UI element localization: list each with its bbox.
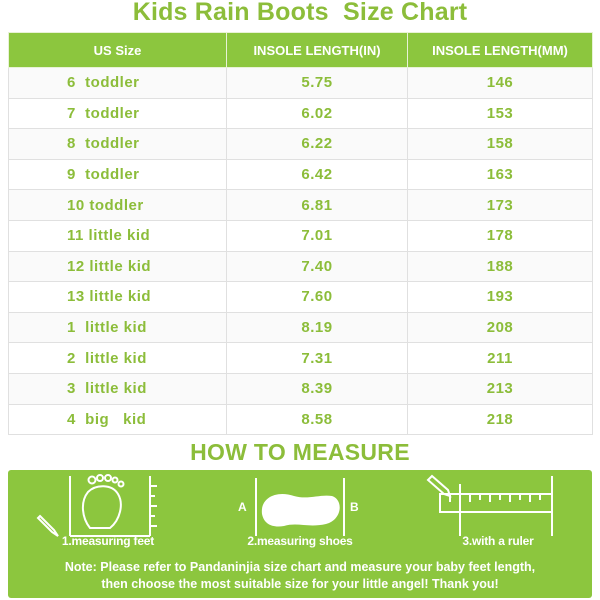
header-us-size: US Size (9, 33, 227, 68)
cell-mm: 211 (408, 343, 593, 374)
cell-size: 8 toddler (9, 129, 227, 160)
note-line-2: then choose the most suitable size for your little angel! Thank you! (101, 577, 499, 591)
foot-icon (70, 475, 157, 536)
cell-size: 10 toddler (9, 190, 227, 221)
cell-size: 11 little kid (9, 220, 227, 251)
cell-mm: 178 (408, 220, 593, 251)
step-with-a-ruler: 3.with a ruler (462, 534, 534, 548)
cell-in: 6.22 (227, 129, 408, 160)
table-row (9, 98, 593, 129)
cell-size: 9 toddler (9, 159, 227, 190)
table-row (9, 373, 593, 404)
how-to-measure-title: HOW TO MEASURE (190, 439, 410, 465)
label-a: A (238, 500, 247, 514)
cell-mm: 146 (408, 68, 593, 99)
table-row (9, 68, 593, 99)
cell-in: 7.31 (227, 343, 408, 374)
note-text (8, 559, 592, 593)
table-row (9, 251, 593, 282)
table-header-row (9, 33, 593, 68)
cell-mm: 158 (408, 129, 593, 160)
cell-size: 12 little kid (9, 251, 227, 282)
cell-in: 6.02 (227, 98, 408, 129)
pencil-icon (38, 516, 58, 536)
cell-in: 7.01 (227, 220, 408, 251)
table-row (9, 220, 593, 251)
ruler-icon (428, 476, 552, 536)
cell-mm: 188 (408, 251, 593, 282)
label-b: B (350, 500, 359, 514)
how-to-measure-panel (8, 470, 592, 598)
page-title: Kids Rain Boots Size Chart (132, 0, 468, 26)
cell-size: 3 little kid (9, 373, 227, 404)
table-row (9, 282, 593, 313)
table-row (9, 343, 593, 374)
shoe-insole-icon (256, 478, 344, 536)
cell-in: 7.40 (227, 251, 408, 282)
cell-mm: 218 (408, 404, 593, 435)
table-row (9, 190, 593, 221)
cell-in: 6.81 (227, 190, 408, 221)
note-line-1: Note: Please refer to Pandaninjia size chart and measure your baby feet length, (64, 560, 536, 574)
cell-size: 13 little kid (9, 282, 227, 313)
cell-mm: 153 (408, 98, 593, 129)
cell-in: 6.42 (227, 159, 408, 190)
cell-mm: 163 (408, 159, 593, 190)
header-insole-in: INSOLE LENGTH(IN) (227, 33, 408, 68)
cell-in: 8.58 (227, 404, 408, 435)
cell-in: 7.60 (227, 282, 408, 313)
cell-size: 4 big kid (9, 404, 227, 435)
table-row (9, 404, 593, 435)
table-row (9, 129, 593, 160)
cell-mm: 173 (408, 190, 593, 221)
cell-mm: 208 (408, 312, 593, 343)
step-measuring-feet: 1.measuring feet (61, 534, 155, 548)
header-insole-mm: INSOLE LENGTH(MM) (408, 33, 593, 68)
cell-size: 6 toddler (9, 68, 227, 99)
table-row (9, 312, 593, 343)
cell-mm: 213 (408, 373, 593, 404)
cell-in: 5.75 (227, 68, 408, 99)
cell-in: 8.39 (227, 373, 408, 404)
cell-size: 1 little kid (9, 312, 227, 343)
cell-in: 8.19 (227, 312, 408, 343)
table-row (9, 159, 593, 190)
cell-size: 2 little kid (9, 343, 227, 374)
cell-mm: 193 (408, 282, 593, 313)
step-measuring-shoes: 2.measuring shoes (247, 534, 353, 548)
cell-size: 7 toddler (9, 98, 227, 129)
size-chart-table (8, 32, 593, 435)
